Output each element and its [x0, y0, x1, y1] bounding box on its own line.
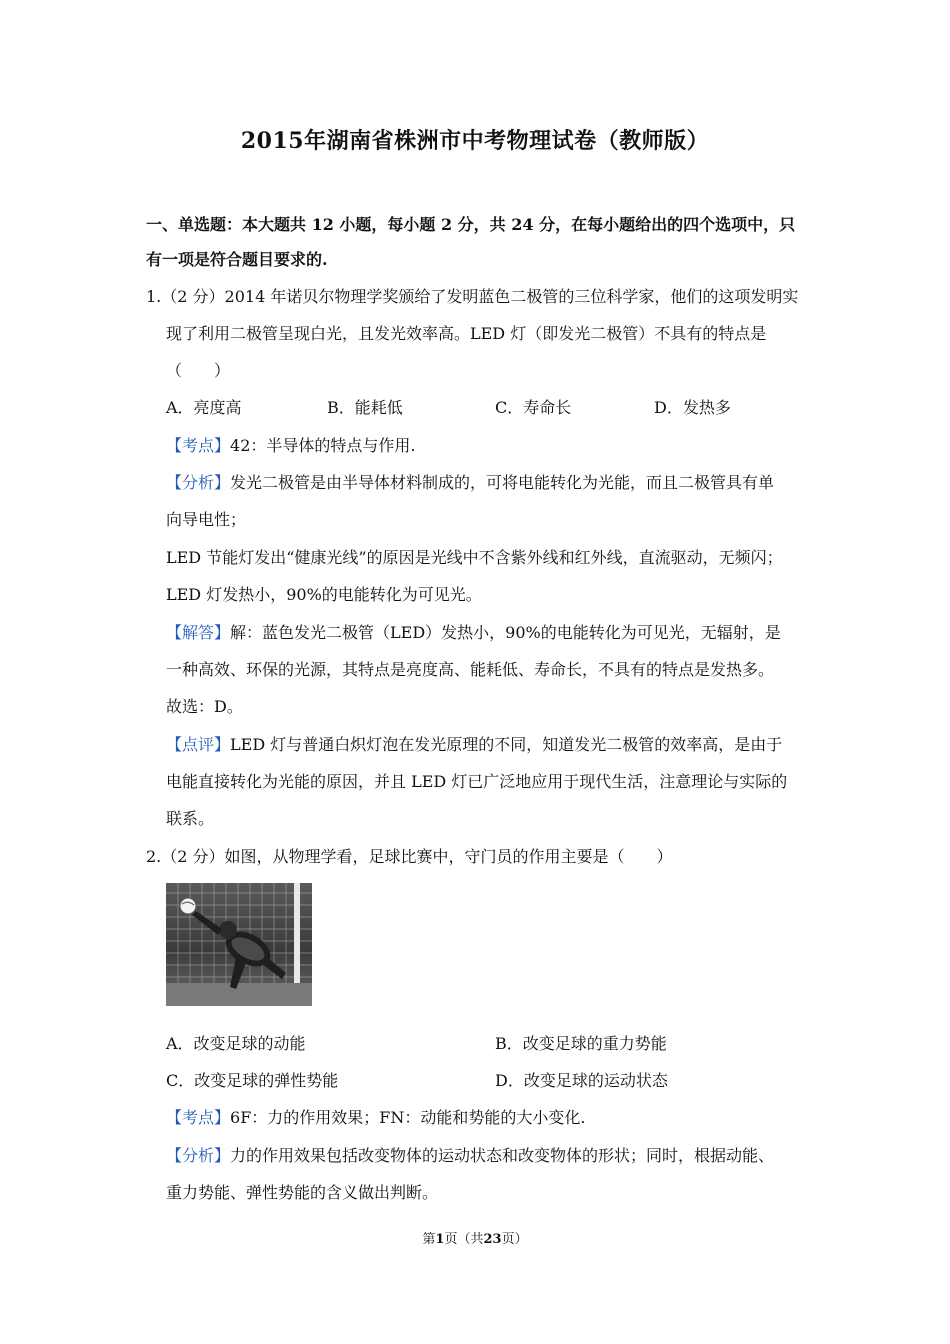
kaodian-text: 42：半导体的特点与作用. — [230, 436, 416, 455]
q1-dianping-line2: 电能直接转化为光能的原因，并且 LED 灯已广泛地应用于现代生活，注意理论与实际的 — [166, 772, 788, 791]
q1-stem-line2: 现了利用二极管呈现白光，且发光效率高。LED 灯（即发光二极管）不具有的特点是 — [166, 324, 767, 343]
footer-total-pages: 23 — [483, 1232, 502, 1247]
q1-kaodian — [166, 436, 415, 456]
fenxi-text: 发光二极管是由半导体材料制成的，可将电能转化为光能，而且二极管具有单 — [230, 473, 775, 492]
jieda-text: 解：蓝色发光二极管（LED）发热小，90%的电能转化为可见光，无辐射，是 — [230, 623, 781, 642]
goalkeeper-photo — [166, 883, 312, 1006]
footer-middle: 页（共 — [444, 1232, 484, 1247]
q1-fenxi-line3: LED 节能灯发出“健康光线”的原因是光线中不含紫外线和红外线，直流驱动，无频闪； — [166, 548, 783, 567]
q2-fenxi-line1 — [166, 1146, 774, 1166]
dianping-tag: 【点评】 — [166, 735, 231, 754]
q1-option-a: A．亮度高 — [166, 398, 242, 417]
q1-dianping-line3: 联系。 — [166, 809, 215, 828]
q1-jieda-line2: 一种高效、环保的光源，其特点是亮度高、能耗低、寿命长，不具有的特点是发热多。 — [166, 660, 775, 679]
q1-jieda-line3: 故选：D。 — [166, 697, 243, 716]
kaodian-tag: 【考点】 — [166, 436, 231, 455]
footer-suffix: 页） — [501, 1232, 528, 1247]
q2-fenxi-line2: 重力势能、弹性势能的含义做出判断。 — [166, 1183, 439, 1202]
kaodian-tag: 【考点】 — [166, 1108, 231, 1127]
section-heading-line1: 一、单选题：本大题共 12 小题，每小题 2 分，共 24 分，在每小题给出的四个选项中，只 — [146, 215, 796, 234]
q2-option-c: C．改变足球的弹性势能 — [166, 1071, 339, 1090]
q1-option-b: B．能耗低 — [327, 398, 403, 417]
q2-kaodian — [166, 1108, 586, 1128]
page-title: 2015年湖南省株洲市中考物理试卷（教师版） — [240, 128, 710, 154]
q1-stem-line3: （ ） — [166, 361, 231, 380]
kaodian-text: 6F：力的作用效果；FN：动能和势能的大小变化. — [230, 1108, 586, 1127]
fenxi-tag: 【分析】 — [166, 1146, 231, 1165]
dianping-text: LED 灯与普通白炽灯泡在发光原理的不同，知道发光二极管的效率高，是由于 — [230, 735, 783, 754]
q1-dianping-line1 — [166, 735, 782, 755]
footer-page-number: 1 — [435, 1232, 445, 1247]
section-heading-line2: 有一项是符合题目要求的. — [146, 250, 328, 269]
q1-option-d: D．发热多 — [654, 398, 731, 417]
jieda-tag: 【解答】 — [166, 623, 231, 642]
q1-option-c: C．寿命长 — [495, 398, 572, 417]
fenxi-tag: 【分析】 — [166, 473, 231, 492]
footer-prefix: 第 — [422, 1232, 436, 1247]
q1-fenxi-line2: 向导电性； — [166, 510, 247, 529]
page-footer — [0, 1228, 950, 1247]
fenxi-text: 力的作用效果包括改变物体的运动状态和改变物体的形状；同时，根据动能、 — [230, 1146, 775, 1165]
q1-jieda-line1 — [166, 623, 781, 643]
q2-option-d: D．改变足球的运动状态 — [495, 1071, 668, 1090]
q1-fenxi-line1 — [166, 473, 774, 493]
q2-stem: 2.（2 分）如图，从物理学看，足球比赛中，守门员的作用主要是（ ） — [146, 847, 673, 866]
q2-option-a: A．改变足球的动能 — [166, 1034, 306, 1053]
q1-fenxi-line4: LED 灯发热小，90%的电能转化为可见光。 — [166, 585, 482, 604]
q1-stem-line1: 1.（2 分）2014 年诺贝尔物理学奖颁给了发明蓝色二极管的三位科学家，他们的这项发明实 — [146, 287, 799, 306]
q2-option-b: B．改变足球的重力势能 — [495, 1034, 667, 1053]
